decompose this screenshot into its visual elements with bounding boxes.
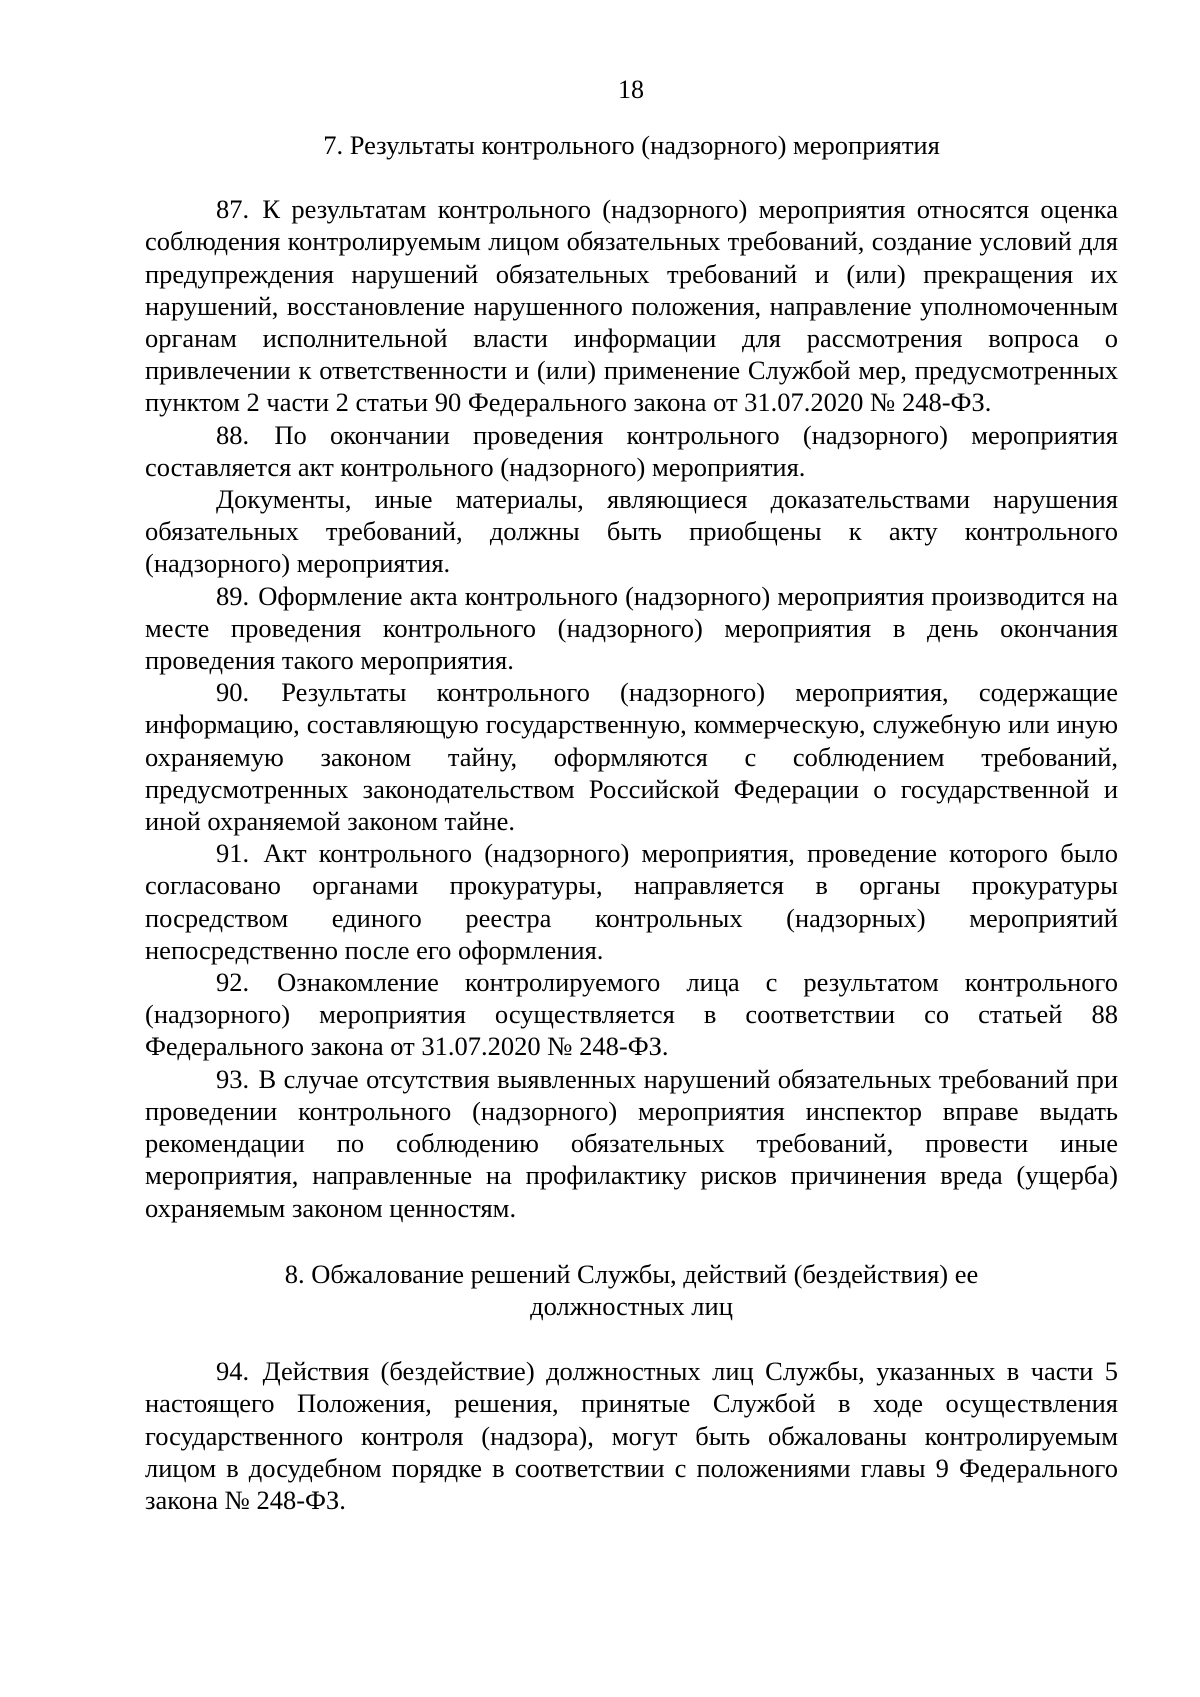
paragraph-text: В случае отсутствия выявленных нарушений обязательных требований при проведении контрольного (надзорного) мероприятия инспектор вправе выдать рекомендации по соблюдению обязательных требований, провести иные мероприятия, направленные на профилактику рисков причинения вреда (ущерба) охраняемым законом ценностям. (145, 1063, 1119, 1223)
paragraph-90 (145, 676, 1118, 837)
paragraph-text: К результатам контрольного (надзорного) мероприятия относятся оценка соблюдения контролируемым лицом обязательных требований, создание условий для предупреждения нарушений обязательных требований и (или) прекращения их нарушений, восстановление нарушенного положения, направление уполномоченным органам исполнительной власти информации для рассмотрения вопроса о привлечении к ответственности и (или) применение Службой мер, предусмотренных пунктом 2 части 2 статьи 90 Федерального закона от 31.07.2020 № 248-ФЗ. (145, 194, 1118, 418)
paragraph-number: 88. (216, 419, 250, 450)
paragraph-text: Оформление акта контрольного (надзорного) мероприятия производится на месте проведения контрольного (надзорного) мероприятия в день окончания проведения такого мероприятия. (145, 580, 1119, 676)
paragraph-94 (145, 1355, 1118, 1516)
page-content (145, 129, 1118, 1516)
paragraph-92 (145, 966, 1118, 1063)
paragraph-93 (145, 1063, 1118, 1224)
section-7-heading: 7. Результаты контрольного (надзорного) мероприятия (323, 130, 940, 160)
paragraph-number: 87. (216, 194, 250, 225)
paragraph-87 (145, 193, 1118, 418)
section-8-heading-line-2: должностных лиц (530, 1290, 733, 1321)
paragraph-text: Документы, иные материалы, являющиеся доказательствами нарушения обязательных требований, должны быть приобщены к акту контрольного (надзорного) мероприятия. (145, 484, 1118, 579)
section-8-heading-line-1: 8. Обжалование решений Службы, действий (бездействия) ее (284, 1258, 979, 1289)
paragraph-number: 89. (216, 580, 250, 611)
paragraph-text: Ознакомление контролируемого лица с результатом контрольного (надзорного) мероприятия осуществляется в соответствии со статьей 88 Федерального закона от 31.07.2020 № 248-ФЗ. (145, 967, 1119, 1062)
paragraph-number: 90. (216, 677, 250, 708)
page-number: 18 (618, 75, 644, 104)
paragraph-89 (145, 580, 1118, 677)
paragraph-number: 91. (216, 838, 250, 869)
paragraph-number: 92. (216, 967, 250, 998)
paragraph-88-continuation (145, 483, 1118, 580)
paragraph-text: По окончании проведения контрольного (надзорного) мероприятия составляется акт контрольного (надзорного) мероприятия. (145, 419, 1118, 482)
paragraph-text: Акт контрольного (надзорного) мероприятия, проведение которого было согласовано органами прокуратуры, направляется в органы прокуратуры посредством единого реестра контрольных (надзорных) мероприятий непосредственно после его оформления. (145, 838, 1119, 965)
paragraph-text: Результаты контрольного (надзорного) мероприятия, содержащие информацию, составляющую государственную, коммерческую, служебную или иную охраняемую законом тайну, оформляются с соблюдением требований, предусмотренных законодательством Российской Федерации о государственной и иной охраняемой законом тайне. (145, 677, 1119, 837)
paragraph-text: Действия (бездействие) должностных лиц Службы, указанных в части 5 настоящего Положения, решения, принятые Службой в ходе осуществления государственного контроля (надзора), могут быть обжалованы контролируемым лицом в досудебном порядке в соответствии с положениями главы 9 Федерального закона № 248-ФЗ. (145, 1356, 1119, 1515)
paragraph-number: 93. (216, 1063, 250, 1094)
paragraph-number: 94. (216, 1356, 250, 1387)
section-8-heading (145, 1258, 1118, 1322)
paragraph-88 (145, 419, 1118, 483)
paragraph-91 (145, 837, 1118, 966)
